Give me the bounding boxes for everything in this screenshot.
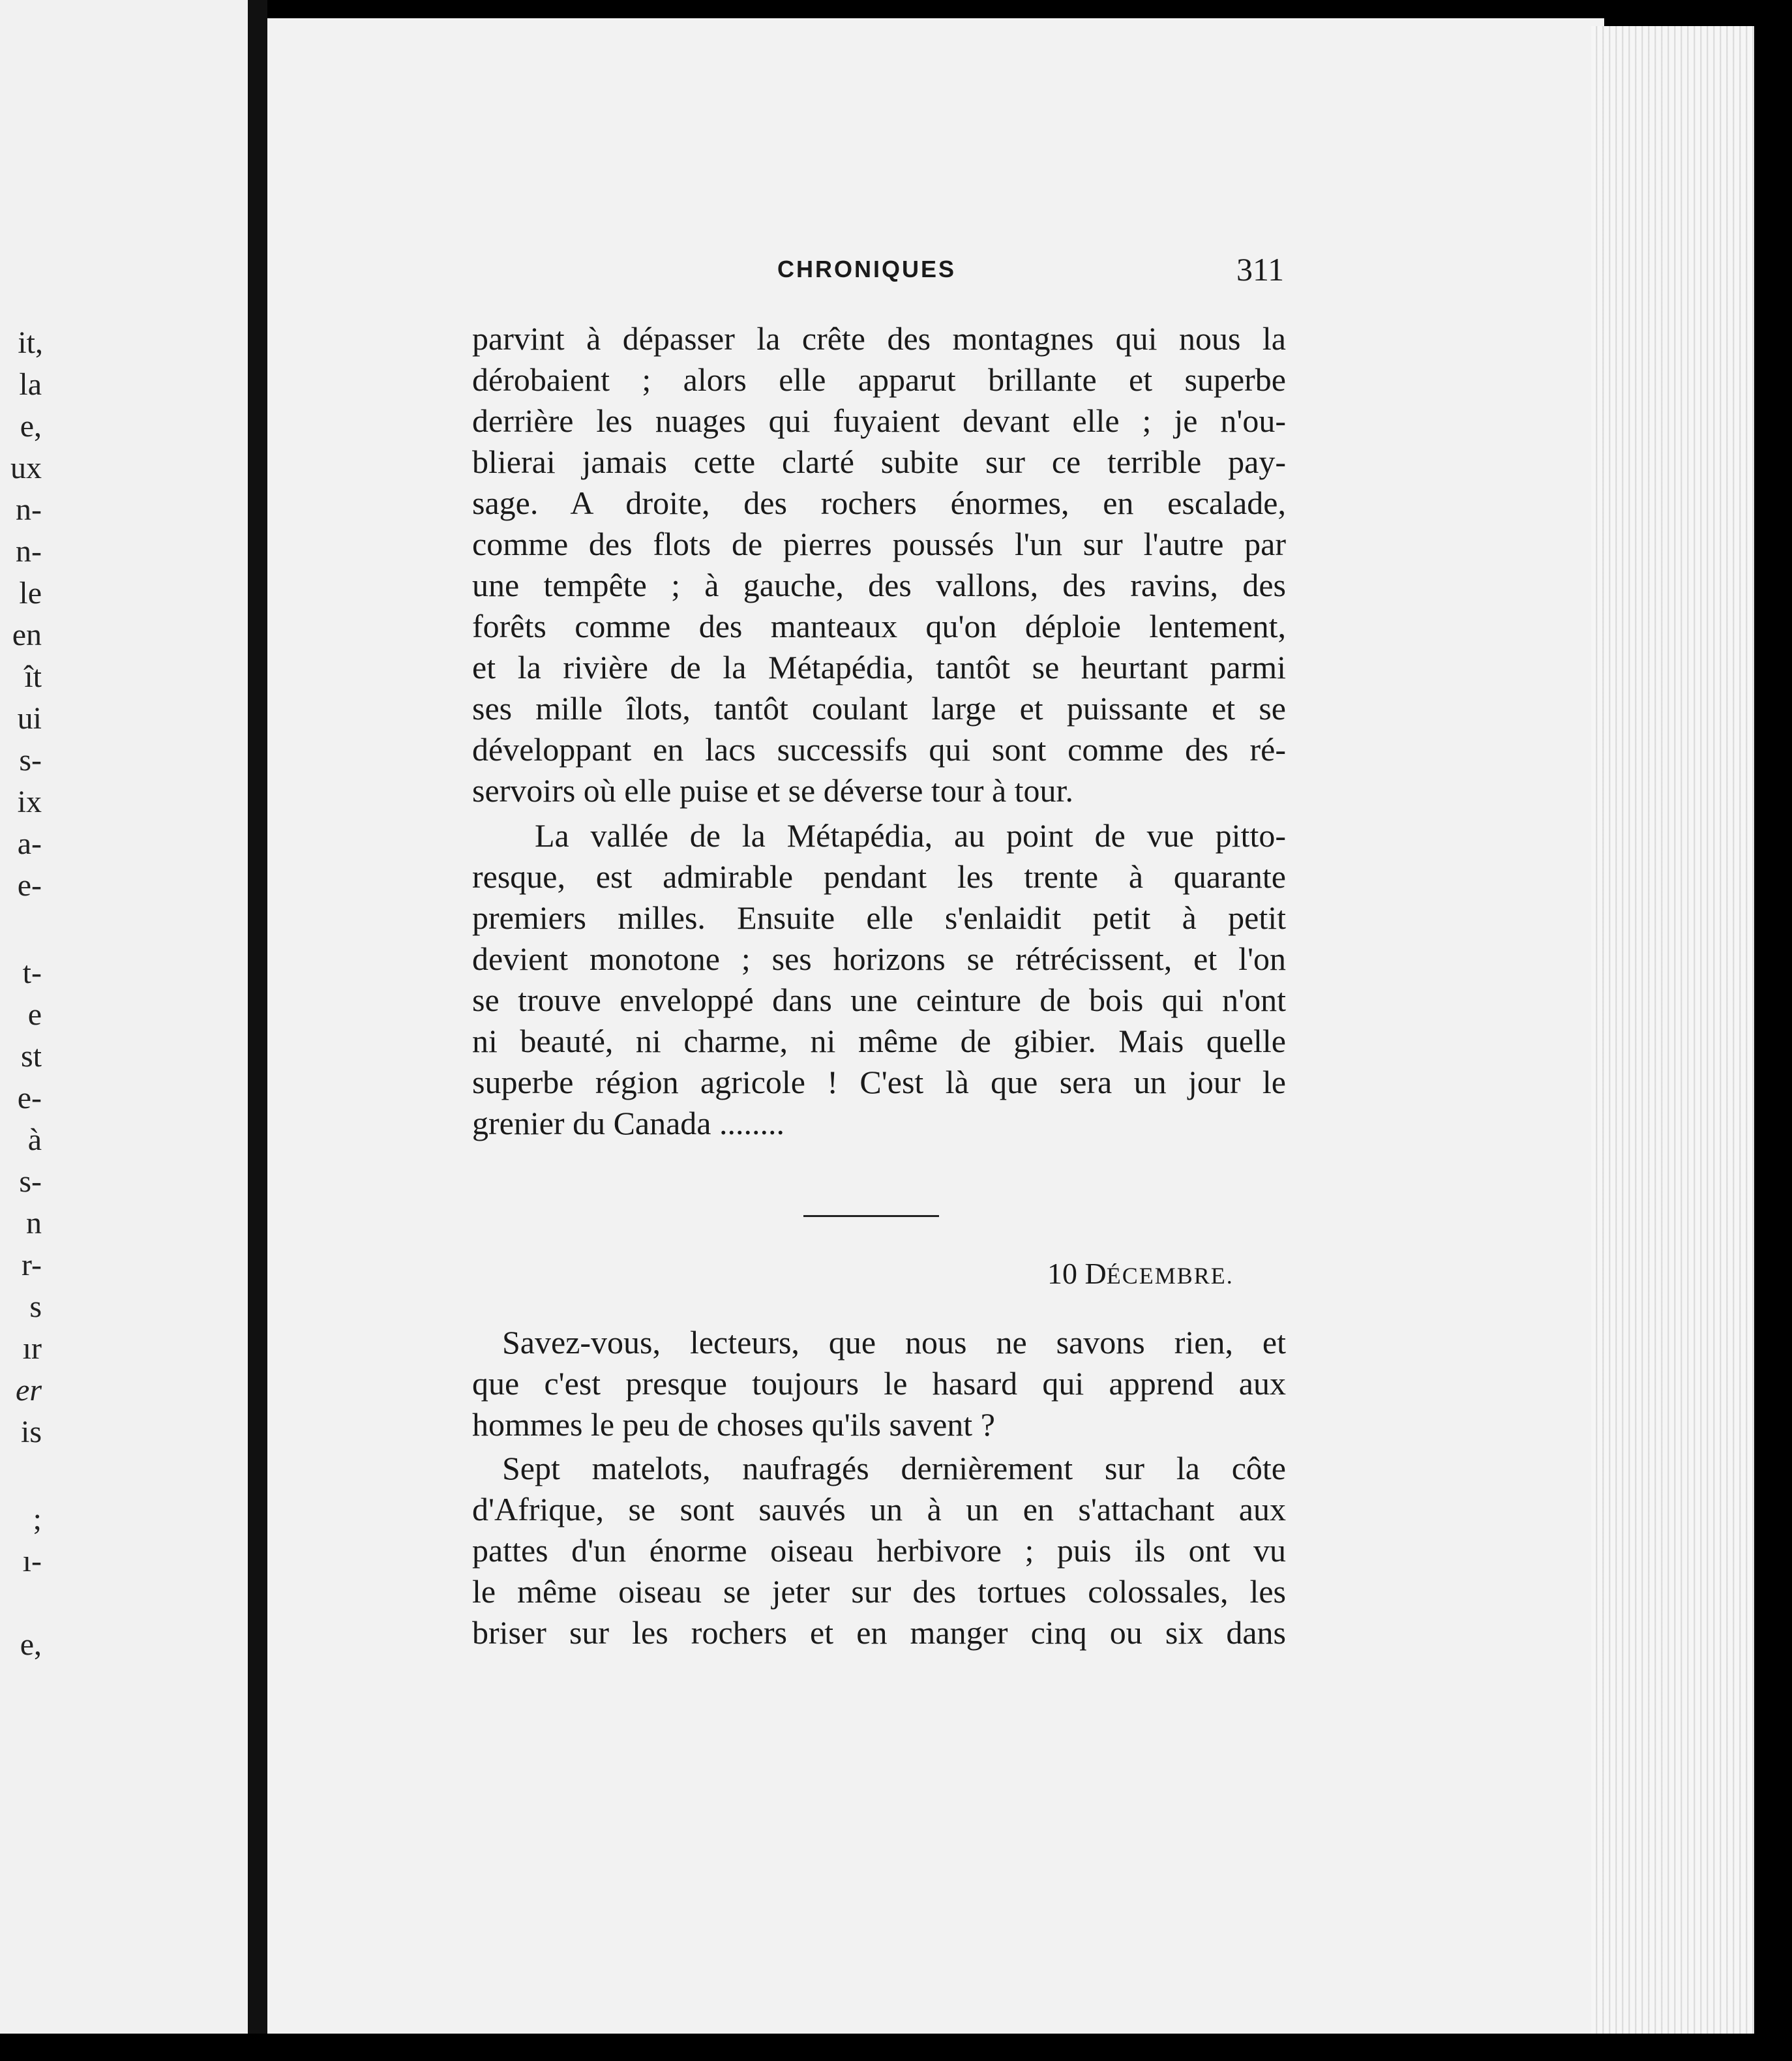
left-page-line-fragment: n <box>26 1206 42 1241</box>
running-head: CHRONIQUES <box>777 256 957 282</box>
text-line: que c'est presque toujours le hasard qui apprend aux <box>472 1365 1286 1402</box>
text-line: devient monotone ; ses horizons se rétrécissent, et l'on <box>472 940 1286 977</box>
text-line: le même oiseau se jeter sur des tortues colossales, les <box>472 1573 1286 1610</box>
left-page-line-fragment: ux <box>10 451 42 485</box>
left-page-line-fragment: e <box>27 997 42 1032</box>
page-edges <box>1591 26 1754 2035</box>
text-line: une tempête ; à gauche, des vallons, des ravins, des <box>472 567 1286 603</box>
left-page-line-fragment: st <box>20 1039 42 1074</box>
left-page-line-fragment: t- <box>22 955 42 990</box>
text-line: hommes le peu de choses qu'ils savent ? <box>472 1406 995 1443</box>
date-month-rest: ÉCEMBRE. <box>1106 1263 1234 1289</box>
scan-border-right <box>1754 0 1792 2061</box>
left-page-line-fragment: e, <box>20 409 42 444</box>
left-page-line-fragment: e- <box>17 868 42 903</box>
book-gutter <box>248 0 267 2035</box>
left-page-line-fragment: e, <box>20 1627 42 1662</box>
left-page-line-fragment: n- <box>16 492 42 527</box>
left-page-line-fragment: e- <box>17 1081 42 1115</box>
text-line: ses mille îlots, tantôt coulant large et puissante et se <box>472 690 1286 727</box>
left-page-line-fragment: er <box>16 1373 42 1407</box>
text-line: ni beauté, ni charme, ni même de gibier. Mais quelle <box>472 1023 1286 1059</box>
text-line: premiers milles. Ensuite elle s'enlaidit petit à petit <box>472 899 1286 936</box>
text-line: sage. A droite, des rochers énormes, en escalade, <box>472 485 1286 521</box>
left-page-line-fragment: s <box>29 1289 42 1324</box>
text-line: forêts comme des manteaux qu'on déploie lentement, <box>472 608 1286 644</box>
text-line: Sept matelots, naufragés dernièrement sur la côte <box>502 1450 1286 1486</box>
text-line: briser sur les rochers et en manger cinq ou six dans <box>472 1614 1286 1651</box>
text-line: grenier du Canada ........ <box>472 1105 785 1141</box>
text-line: dérobaient ; alors elle apparut brillante et superbe <box>472 361 1286 398</box>
left-page-line-fragment: à <box>27 1122 42 1157</box>
left-page-line-fragment: it, <box>18 325 43 360</box>
text-line: se trouve enveloppé dans une ceinture de bois qui n'ont <box>472 982 1286 1018</box>
text-line: superbe région agricole ! C'est là que sera un jour le <box>472 1064 1286 1100</box>
text-line: parvint à dépasser la crête des montagnes qui nous la <box>472 320 1286 357</box>
section-separator <box>803 1215 939 1217</box>
scan-border-bottom <box>0 2034 1792 2061</box>
left-page-line-fragment: ui <box>17 701 42 736</box>
text-line: pattes d'un énorme oiseau herbivore ; puis ils ont vu <box>472 1532 1286 1569</box>
left-page-line-fragment: s- <box>19 1164 42 1199</box>
text-line: derrière les nuages qui fuyaient devant elle ; je n'ou- <box>472 402 1286 439</box>
text-line: servoirs où elle puise et se déverse tour à tour. <box>472 772 1073 809</box>
left-page-line-fragment: la <box>19 367 42 402</box>
text-line: Savez-vous, lecteurs, que nous ne savons rien, et <box>502 1324 1286 1361</box>
page-number: 311 <box>1236 251 1285 288</box>
left-page-line-fragment: n- <box>16 534 42 569</box>
left-page-line-fragment: ix <box>17 785 42 819</box>
text-line: La vallée de la Métapédia, au point de vue pitto- <box>535 817 1286 854</box>
text-line: et la rivière de la Métapédia, tantôt se heurtant parmi <box>472 649 1286 685</box>
left-page-line-fragment: is <box>20 1415 42 1449</box>
left-page-fragment <box>0 0 248 2035</box>
text-line: resque, est admirable pendant les trente à quarante <box>472 858 1286 895</box>
date-month-initial: D <box>1084 1257 1107 1290</box>
text-line: développant en lacs successifs qui sont comme des ré- <box>472 731 1286 768</box>
left-page-line-fragment: ır <box>22 1331 42 1366</box>
left-page-line-fragment: ît <box>24 659 42 694</box>
left-page-line-fragment: s- <box>19 743 42 777</box>
left-page-line-fragment: ı- <box>22 1544 42 1578</box>
date-day: 10 <box>1047 1257 1077 1290</box>
left-page-line-fragment: a- <box>17 826 42 861</box>
text-line: blierai jamais cette clarté subite sur ce terrible pay- <box>472 444 1286 480</box>
left-page-line-fragment: le <box>19 576 42 610</box>
text-line: comme des flots de pierres poussés l'un sur l'autre par <box>472 526 1286 562</box>
left-page-line-fragment: r- <box>21 1248 42 1282</box>
text-line: d'Afrique, se sont sauvés un à un en s'attachant aux <box>472 1491 1286 1527</box>
left-page-line-fragment: ; <box>33 1502 42 1537</box>
left-page-line-fragment: en <box>12 618 42 652</box>
date-heading <box>1047 1256 1234 1291</box>
